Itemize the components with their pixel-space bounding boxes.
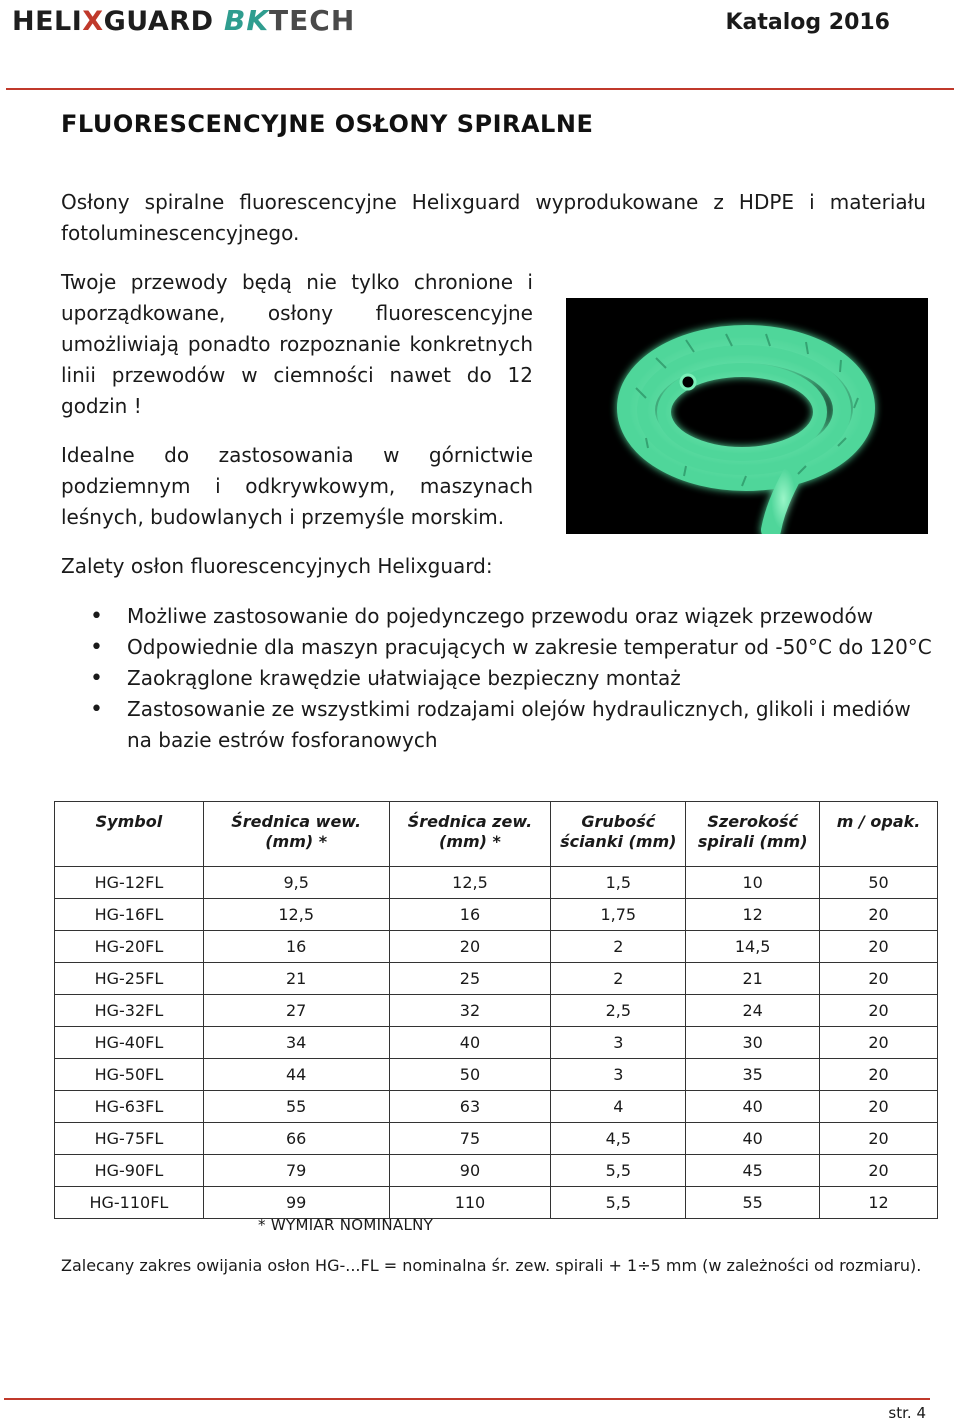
- logo-text-bk: BK: [224, 4, 270, 37]
- table-row: [55, 1123, 938, 1155]
- wrapping-range-note: Zalecany zakres owijania osłon HG-...FL = nominalna śr. zew. spirali + 1÷5 mm (w zależności od rozmiaru).: [61, 1256, 922, 1275]
- cell-inner-diameter: 16: [203, 931, 389, 963]
- cell-symbol: HG-25FL: [55, 963, 204, 995]
- cell-spiral-width: 55: [686, 1187, 820, 1219]
- cell-meters-per-pack: 20: [820, 963, 938, 995]
- cell-meters-per-pack: 20: [820, 1027, 938, 1059]
- cell-meters-per-pack: 50: [820, 867, 938, 899]
- cell-wall-thickness: 2,5: [551, 995, 686, 1027]
- cell-wall-thickness: 2: [551, 963, 686, 995]
- cell-wall-thickness: 1,5: [551, 867, 686, 899]
- spec-table: [54, 801, 938, 1219]
- table-row: [55, 995, 938, 1027]
- column-header-wall-thickness: Grubość ścianki (mm): [551, 802, 686, 867]
- column-header-meters-per-pack: m / opak.: [820, 802, 938, 867]
- cell-spiral-width: 40: [686, 1123, 820, 1155]
- cell-meters-per-pack: 20: [820, 1091, 938, 1123]
- cell-outer-diameter: 40: [389, 1027, 551, 1059]
- page-title: FLUORESCENCYJNE OSŁONY SPIRALNE: [61, 110, 594, 138]
- cell-meters-per-pack: 20: [820, 899, 938, 931]
- bktech-logo: [224, 4, 355, 37]
- cell-spiral-width: 12: [686, 899, 820, 931]
- table-row: [55, 1091, 938, 1123]
- list-item: • Odpowiednie dla maszyn pracujących w zakresie temperatur od -50°C do 120°C: [90, 632, 940, 663]
- header-divider: [6, 88, 954, 90]
- intro-paragraph: Osłony spiralne fluorescencyjne Helixguard wyprodukowane z HDPE i materiału fotoluminescencyjnego.: [61, 190, 926, 245]
- logo-text-part: GUARD: [103, 6, 214, 37]
- cell-inner-diameter: 27: [203, 995, 389, 1027]
- table-row: [55, 899, 938, 931]
- cell-wall-thickness: 1,75: [551, 899, 686, 931]
- table-row: [55, 1027, 938, 1059]
- cell-outer-diameter: 16: [389, 899, 551, 931]
- cell-symbol: HG-16FL: [55, 899, 204, 931]
- cell-wall-thickness: 2: [551, 931, 686, 963]
- cell-inner-diameter: 9,5: [203, 867, 389, 899]
- cell-spiral-width: 40: [686, 1091, 820, 1123]
- helixguard-logo: [12, 6, 213, 37]
- application-paragraph: Idealne do zastosowania w górnictwie podziemnym i odkrywkowym, maszynach leśnych, budowlanych i przemyśle morskim.: [61, 443, 533, 529]
- cell-inner-diameter: 12,5: [203, 899, 389, 931]
- cell-symbol: HG-110FL: [55, 1187, 204, 1219]
- logo-text-tech: TECH: [269, 4, 356, 37]
- cell-spiral-width: 14,5: [686, 931, 820, 963]
- cell-symbol: HG-75FL: [55, 1123, 204, 1155]
- advantages-list: [90, 601, 940, 756]
- cell-symbol: HG-32FL: [55, 995, 204, 1027]
- table-header-row: [55, 802, 938, 867]
- cell-outer-diameter: 75: [389, 1123, 551, 1155]
- cell-symbol: HG-12FL: [55, 867, 204, 899]
- cell-inner-diameter: 99: [203, 1187, 389, 1219]
- cell-outer-diameter: 63: [389, 1091, 551, 1123]
- table-row: [55, 931, 938, 963]
- product-photo: [566, 298, 928, 534]
- cell-meters-per-pack: 20: [820, 1155, 938, 1187]
- cell-outer-diameter: 25: [389, 963, 551, 995]
- cell-spiral-width: 10: [686, 867, 820, 899]
- logo-text-x: X: [82, 6, 104, 37]
- cell-meters-per-pack: 20: [820, 1059, 938, 1091]
- footer-divider: [4, 1398, 930, 1400]
- table-row: [55, 1155, 938, 1187]
- list-item: • Możliwe zastosowanie do pojedynczego przewodu oraz wiązek przewodów: [90, 601, 940, 632]
- cell-inner-diameter: 66: [203, 1123, 389, 1155]
- cell-meters-per-pack: 12: [820, 1187, 938, 1219]
- cell-wall-thickness: 4,5: [551, 1123, 686, 1155]
- column-header-outer-diameter: Średnica zew. (mm) *: [389, 802, 551, 867]
- cell-symbol: HG-20FL: [55, 931, 204, 963]
- advantages-heading: Zalety osłon fluorescencyjnych Helixguard:: [61, 554, 493, 578]
- cell-wall-thickness: 3: [551, 1027, 686, 1059]
- column-header-inner-diameter: Średnica wew. (mm) *: [203, 802, 389, 867]
- cell-wall-thickness: 4: [551, 1091, 686, 1123]
- cell-inner-diameter: 21: [203, 963, 389, 995]
- cell-meters-per-pack: 20: [820, 931, 938, 963]
- cell-wall-thickness: 5,5: [551, 1155, 686, 1187]
- table-row: [55, 1059, 938, 1091]
- logo-text-part: HELI: [12, 6, 83, 37]
- catalog-title: Katalog 2016: [725, 10, 890, 35]
- cell-spiral-width: 24: [686, 995, 820, 1027]
- table-row: [55, 867, 938, 899]
- cell-spiral-width: 45: [686, 1155, 820, 1187]
- description-paragraph: Twoje przewody będą nie tylko chronione i uporządkowane, osłony fluorescencyjne umożliwiają ponadto rozpoznanie konkretnych linii przewodów w ciemności nawet do 12 godzin !: [61, 270, 533, 418]
- glowing-spiral-illustration: [566, 298, 928, 534]
- list-item: • Zaokrąglone krawędzie ułatwiające bezpieczny montaż: [90, 663, 940, 694]
- cell-symbol: HG-50FL: [55, 1059, 204, 1091]
- cell-spiral-width: 35: [686, 1059, 820, 1091]
- nominal-dimension-note: * WYMIAR NOMINALNY: [258, 1216, 434, 1234]
- page-number: str. 4: [888, 1404, 926, 1422]
- cell-inner-diameter: 55: [203, 1091, 389, 1123]
- column-header-spiral-width: Szerokość spirali (mm): [686, 802, 820, 867]
- cell-wall-thickness: 3: [551, 1059, 686, 1091]
- cell-outer-diameter: 110: [389, 1187, 551, 1219]
- table-row: [55, 963, 938, 995]
- cell-spiral-width: 30: [686, 1027, 820, 1059]
- cell-inner-diameter: 79: [203, 1155, 389, 1187]
- cell-spiral-width: 21: [686, 963, 820, 995]
- cell-outer-diameter: 12,5: [389, 867, 551, 899]
- cell-outer-diameter: 50: [389, 1059, 551, 1091]
- cell-outer-diameter: 90: [389, 1155, 551, 1187]
- cell-meters-per-pack: 20: [820, 1123, 938, 1155]
- cell-symbol: HG-90FL: [55, 1155, 204, 1187]
- cell-meters-per-pack: 20: [820, 995, 938, 1027]
- table-row: [55, 1187, 938, 1219]
- cell-symbol: HG-40FL: [55, 1027, 204, 1059]
- cell-symbol: HG-63FL: [55, 1091, 204, 1123]
- cell-outer-diameter: 20: [389, 931, 551, 963]
- column-header-symbol: Symbol: [55, 802, 204, 867]
- list-item: • Zastosowanie ze wszystkimi rodzajami olejów hydraulicznych, glikoli i mediów na bazie estrów fosforanowych: [90, 694, 940, 756]
- cell-outer-diameter: 32: [389, 995, 551, 1027]
- cell-inner-diameter: 44: [203, 1059, 389, 1091]
- cell-inner-diameter: 34: [203, 1027, 389, 1059]
- cell-wall-thickness: 5,5: [551, 1187, 686, 1219]
